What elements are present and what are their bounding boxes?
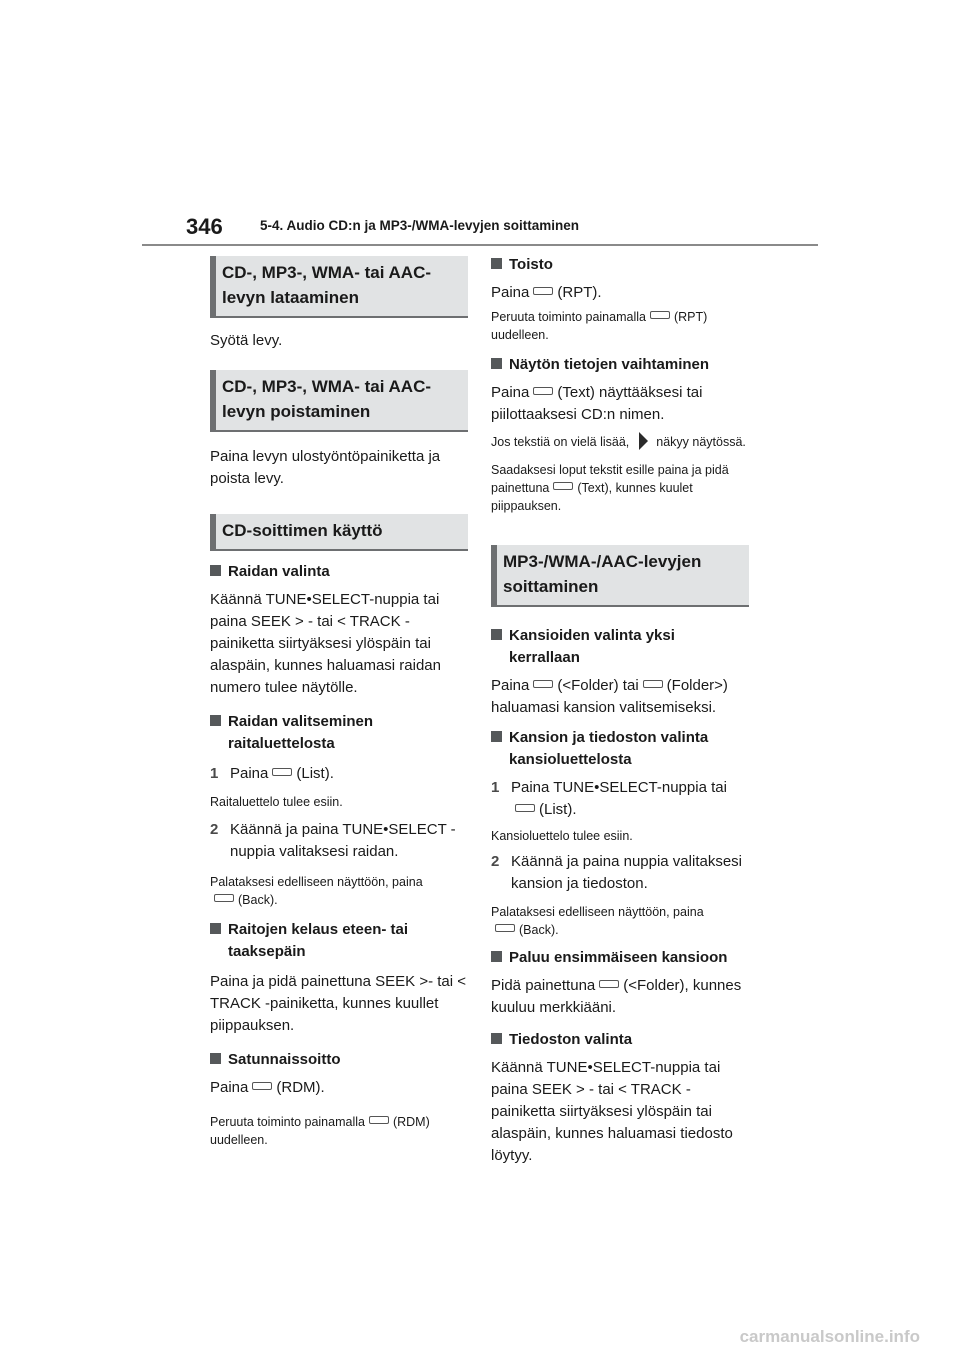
paragraph: Pidä painettuna (<Folder), kunnes kuuluu merkkiääni. <box>491 977 742 1016</box>
left-column <box>210 256 468 1149</box>
paragraph: Paina levyn ulostyöntöpainiketta ja poista levy. <box>210 448 441 487</box>
paragraph: Paina (<Folder) tai (Folder>) haluamasi kansion valitsemiseksi. <box>491 677 728 716</box>
subheading: Tiedoston valinta <box>491 1029 749 1051</box>
note: Raitaluettelo tulee esiin. <box>210 795 343 809</box>
button-icon <box>533 680 553 688</box>
button-icon <box>599 980 619 988</box>
bullet-square-icon <box>210 715 221 726</box>
note: Kansioluettelo tulee esiin. <box>491 829 633 843</box>
paragraph: Paina (Text) näyttääksesi tai piilottaaksesi CD:n nimen. <box>491 384 703 423</box>
button-icon <box>252 1082 272 1090</box>
bullet-square-icon <box>491 258 502 269</box>
bullet-square-icon <box>210 565 221 576</box>
step: 2 Käännä ja paina nuppia valitaksesi kansion ja tiedoston. <box>491 853 742 892</box>
paragraph: Paina (RPT). <box>491 284 602 301</box>
button-icon <box>533 387 553 395</box>
more-text-arrow-icon <box>639 432 648 450</box>
button-icon <box>533 287 553 295</box>
paragraph: Käännä TUNE•SELECT-nuppia tai paina SEEK > - tai < TRACK -painiketta siirtyäksesi ylöspäin tai alaspäin, kunnes haluamasi tiedosto löytyy. <box>491 1059 733 1164</box>
note: Palataksesi edelliseen näyttöön, paina (Back). <box>210 875 423 907</box>
paragraph: Paina (RDM). <box>210 1079 325 1096</box>
subheading: Paluu ensimmäiseen kansioon <box>491 947 749 969</box>
step-number: 2 <box>210 821 219 838</box>
chapter-title: 5-4. Audio CD:n ja MP3-/WMA-levyjen soittaminen <box>260 218 580 233</box>
subheading: Raidan valitseminen raitaluettelosta <box>210 711 468 755</box>
bullet-square-icon <box>210 1053 221 1064</box>
page-number: 346 <box>186 214 223 239</box>
step-number: 1 <box>491 779 500 796</box>
button-icon <box>272 768 292 776</box>
subheading: Toisto <box>491 254 749 276</box>
step-number: 2 <box>491 853 500 870</box>
button-icon <box>515 804 535 812</box>
subheading: Satunnaissoitto <box>210 1049 468 1071</box>
button-icon <box>553 482 573 490</box>
button-icon <box>643 680 663 688</box>
note: Saadaksesi loput tekstit esille paina ja pidä painettuna (Text), kunnes kuulet piippauksen. <box>491 463 729 513</box>
subheading: Kansion ja tiedoston valinta kansioluettelosta <box>491 727 749 771</box>
bullet-square-icon <box>491 629 502 640</box>
section-heading-mp3: MP3-/WMA-/AAC-levyjen soittaminen <box>491 545 749 607</box>
note: Palataksesi edelliseen näyttöön, paina (Back). <box>491 905 704 937</box>
button-icon <box>214 894 234 902</box>
watermark: carmanualsonline.info <box>739 1327 920 1346</box>
bullet-square-icon <box>491 951 502 962</box>
note: Peruuta toiminto painamalla (RDM) uudelleen. <box>210 1115 430 1147</box>
subheading: Raidan valinta <box>210 561 468 583</box>
subheading: Kansioiden valinta yksi kerrallaan <box>491 625 749 669</box>
section-heading-eject: CD-, MP3-, WMA- tai AAC-levyn poistaminen <box>210 370 468 432</box>
paragraph: Käännä TUNE•SELECT-nuppia tai paina SEEK > - tai < TRACK -painiketta siirtyäksesi ylöspäin tai alaspäin, kunnes haluamasi raidan numero tulee näytölle. <box>210 591 441 696</box>
bullet-square-icon <box>491 1033 502 1044</box>
subheading: Näytön tietojen vaihtaminen <box>491 354 749 376</box>
step-number: 1 <box>210 765 219 782</box>
section-heading-load: CD-, MP3-, WMA- tai AAC-levyn lataaminen <box>210 256 468 318</box>
step: 2 Käännä ja paina TUNE•SELECT -nuppia valitaksesi raidan. <box>210 821 456 860</box>
note: Jos tekstiä on vielä lisää, näkyy näytössä. <box>491 432 749 451</box>
bullet-square-icon <box>491 358 502 369</box>
subheading: Raitojen kelaus eteen- tai taaksepäin <box>210 919 468 963</box>
button-icon <box>369 1116 389 1124</box>
header-divider <box>142 244 818 246</box>
paragraph: Syötä levy. <box>210 332 283 349</box>
bullet-square-icon <box>210 923 221 934</box>
paragraph: Paina ja pidä painettuna SEEK >- tai < TRACK -painiketta, kunnes kuullet piippauksen. <box>210 973 467 1034</box>
section-heading-cd-player: CD-soittimen käyttö <box>210 514 468 551</box>
button-icon <box>495 924 515 932</box>
bullet-square-icon <box>491 731 502 742</box>
note: Peruuta toiminto painamalla (RPT) uudelleen. <box>491 310 708 342</box>
step: 1 Paina TUNE•SELECT-nuppia tai (List). <box>491 779 727 818</box>
right-column <box>491 254 749 1167</box>
button-icon <box>650 311 670 319</box>
step: 1 Paina (List). <box>210 763 468 785</box>
